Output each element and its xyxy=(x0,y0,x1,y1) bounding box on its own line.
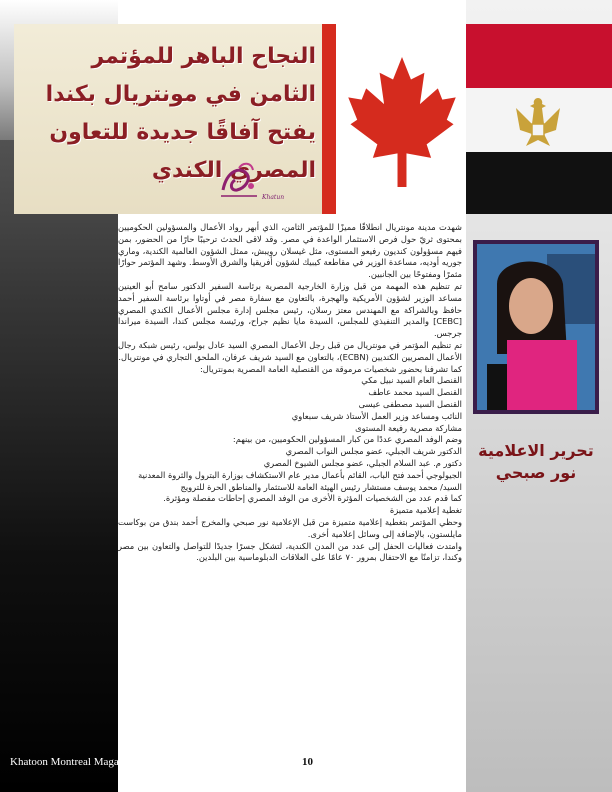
egypt-flag-black-stripe xyxy=(466,152,612,214)
article-paragraph: كما قدم عدد من الشخصيات المؤثرة الأخرى من الوفد المصري إحاطات مفصلة ومؤثرة. xyxy=(163,493,462,504)
author-portrait xyxy=(477,244,595,410)
article-paragraph: كما تشرفنا بحضور شخصيات مرموقة من القنصلية العامة المصرية بمونتريال: xyxy=(199,363,462,374)
canada-flag-red-band xyxy=(322,24,336,214)
article-paragraph: دكتور م. عبد السلام الجبلي، عضو مجلس الشيوخ المصري xyxy=(263,457,462,468)
author-name: نور صبحي xyxy=(495,463,577,482)
article-paragraph: النائب ومساعد وزير العمل الأستاذ شريف سبعاوي xyxy=(291,410,462,421)
egypt-flag-red-stripe xyxy=(466,24,612,88)
article-paragraph: وضم الوفد المصري عددًا من كبار المسؤولين الحكوميين، من بينهم: xyxy=(232,434,462,445)
article-paragraph: القنصل العام السيد نبيل مكي xyxy=(361,375,462,386)
egypt-flag xyxy=(466,24,612,214)
article-body xyxy=(118,222,462,564)
author-credit xyxy=(470,440,602,484)
article-paragraph: تغطية إعلامية متميزة xyxy=(389,505,462,516)
article-paragraph: القنصل السيد محمد عاطف xyxy=(368,387,462,398)
khatoon-logo-icon xyxy=(217,160,261,202)
article-paragraph: تم تنظيم المؤتمر في مونتريال من قبل رجل الأعمال المصري السيد عادل بولس، رئيس شبكة رجال الأعمال المصريين الكنديين (ECBN)، بالتعاون مع السيد شريف عرفان، الملحق التجاري في مونتريال. xyxy=(118,339,462,362)
eagle-of-saladin-icon xyxy=(510,94,566,150)
logo-wordmark: Khatun xyxy=(262,194,285,201)
footer-magazine-name: Khatoon Montreal Magazine, May xyxy=(10,756,163,768)
article-paragraph: تم تنظيم هذه المهمة من قبل وزارة الخارجية المصرية برئاسة السفير الدكتور سامح أبو العينين مساعد الوزير لشؤون الأمريكية والهجرة، بالتعاون مع سفارة مصر في أوتاوا برئاسة السفير أحمد حافظ وبالشراكة مع المهندس معتز رسلان، رئيس مجلس إدارة مجلس الأعمال الكندي المصري [CEBC] والمدير التنفيذي للمجلس، السيدة مايا نظيم جراح، ورئيسة مجلس كندا، السيدة ميراندا جرجس. xyxy=(118,280,462,339)
author-title: تحرير الاعلامية xyxy=(478,441,594,460)
page-number: 10 xyxy=(302,756,313,768)
author-photo xyxy=(473,240,599,414)
article-paragraph: الجيولوجي أحمد فتح الباب، القائم بأعمال مدير عام الاستكشاف بوزارة البترول والثروة المعدنية xyxy=(138,469,462,480)
article-paragraph: مشاركة مصرية رفيعة المستوى xyxy=(355,422,462,433)
canada-flag xyxy=(322,24,466,214)
article-paragraph: وامتدت فعاليات الحفل إلى عدد من المدن الكندية، لتشكل جسرًا جديدًا للتواصل والتعاون بين مصر وكندا، تزامنًا مع الاحتفال بمرور ٧٠ عامًا على العلاقات الدبلوماسية بين البلدين. xyxy=(118,540,462,563)
article-paragraph: وحظي المؤتمر بتغطية إعلامية متميزة من قبل الإعلامية نور صبحي والمخرج أحمد بندق من بوكاست مايلستون، بالإضافة إلى وسائل إعلامية أخرى. xyxy=(118,516,462,539)
article-paragraph: السيد/ محمد يوسف مستشار رئيس الهيئة العامة للاستثمار والمناطق الحرة للترويج xyxy=(180,481,462,492)
article-paragraph: شهدت مدينة مونتريال انطلاقًا مميزًا للمؤتمر الثامن، الذي أبهر رواد الأعمال والمسؤولين الحكوميين بمحتوى ثريّ حول فرص الاستثمار الواعدة في مصر. وقد لاقى الحدث ترحيبًا حارًا من الحضور، بمن فيهم مسؤولون كنديون رفيعو المستوى، مثل غيسلان رويبش، ممثل الشؤون العالمية الكندية، وماري جوريه أوديه، مساعدة الوزير في مقاطعة كيبيك لشؤون أفريقيا والشرق الأوسط. وشهد المؤتمر حوارًا مثمرًا ومفتوحًا بين الجانبين. xyxy=(118,222,462,280)
maple-leaf-icon xyxy=(346,52,458,192)
article-title: النجاح الباهر للمؤتمر الثامن في مونتريال بكندا يفتح آفاقًا جديدة للتعاون المصري الكندي xyxy=(45,44,316,183)
article-paragraph: الدكتور شريف الجبلي، عضو مجلس النواب المصري xyxy=(285,446,462,457)
article-paragraph: القنصل السيد مصطفى عيسى xyxy=(358,398,462,409)
